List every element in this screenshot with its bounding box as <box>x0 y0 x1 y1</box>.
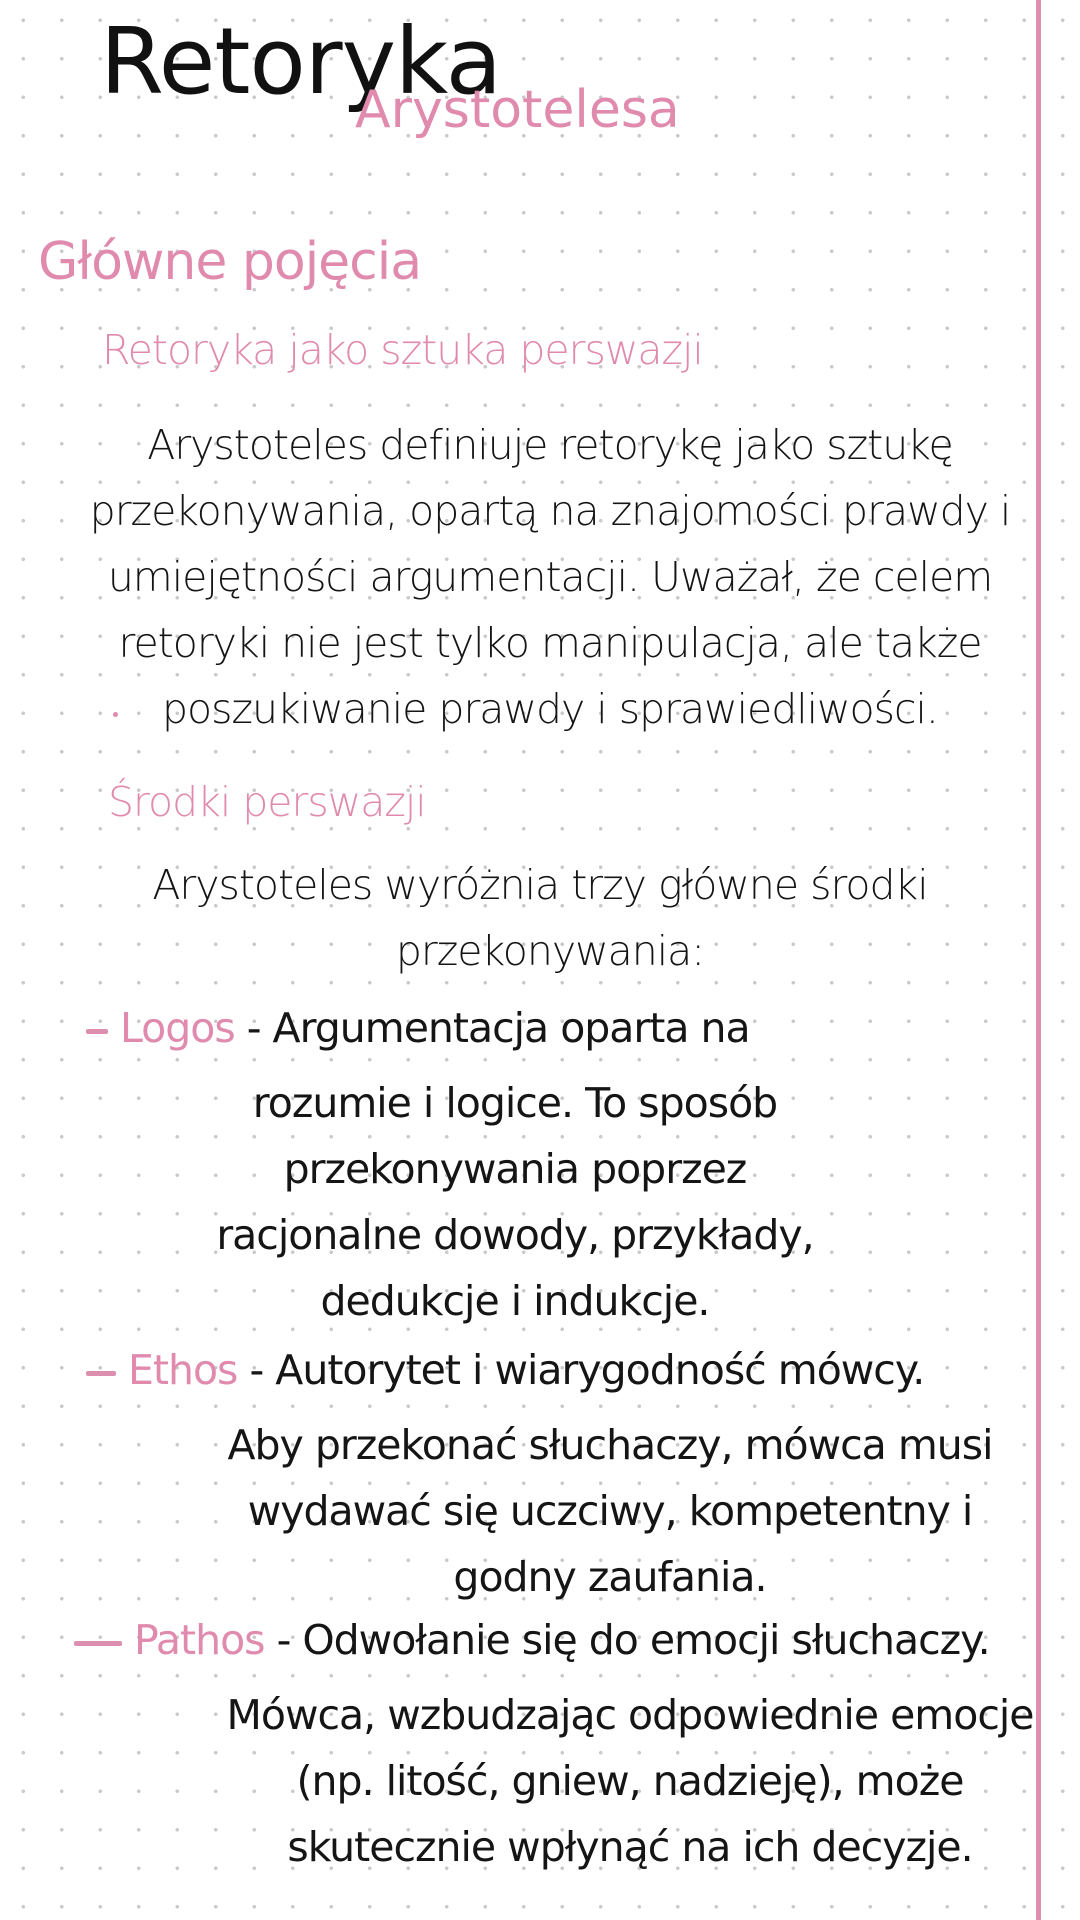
definition-line: rozumie i logice. To sposób <box>252 1079 778 1127</box>
page-title: Retoryka <box>100 8 502 115</box>
subsection-heading-rhetoric-as-art: Retoryka jako sztuka perswazji <box>102 326 703 374</box>
definition-line: skutecznie wpłynąć na ich decyzje. <box>287 1823 973 1871</box>
subsection-heading-means-of-persuasion: Środki perswazji <box>108 778 426 826</box>
margin-line <box>1036 0 1041 1920</box>
term-ethos: Ethos <box>128 1346 238 1394</box>
definition-line: wydawać się uczciwy, kompetentny i <box>247 1487 973 1535</box>
paragraph-line: przekonywania, opartą na znajomości prawdy i <box>89 487 1011 535</box>
definition-line: (np. litość, gniew, nadzieję), może <box>296 1757 964 1805</box>
definition-first-line: - Autorytet i wiarygodność mówcy. <box>249 1346 925 1394</box>
paragraph-rhetoric-definition <box>60 412 1020 742</box>
definition-line: Aby przekonać słuchaczy, mówca musi <box>227 1421 993 1469</box>
definition-line: dedukcje i indukcje. <box>320 1277 710 1325</box>
paragraph-line: retoryki nie jest tylko manipulacja, ale także <box>118 619 982 667</box>
dash-bullet-icon <box>74 1641 122 1646</box>
paragraph-line: umiejętności argumentacji. Uważał, że celem <box>107 553 993 601</box>
list-item-ethos <box>86 1346 924 1394</box>
paragraph-line: przekonywania: <box>395 927 705 975</box>
definition-line: przekonywania poprzez <box>283 1145 747 1193</box>
list-item-logos <box>86 1004 750 1052</box>
definition-line: godny zaufania. <box>453 1553 767 1601</box>
paragraph-line: Arystoteles wyróżnia trzy główne środki <box>152 861 928 909</box>
paragraph-line: poszukiwanie prawdy i sprawiedliwości. <box>162 685 938 733</box>
dash-bullet-icon <box>86 1029 108 1034</box>
term-pathos: Pathos <box>134 1616 265 1664</box>
dash-bullet-icon <box>86 1371 116 1376</box>
definition-logos <box>200 1070 830 1334</box>
paragraph-means-intro <box>60 852 1020 984</box>
paragraph-line: Arystoteles definiuje retorykę jako sztukę <box>147 421 953 469</box>
list-item-pathos <box>74 1616 990 1664</box>
section-heading-main-concepts: Główne pojęcia <box>38 232 422 292</box>
definition-first-line: - Argumentacja oparta na <box>246 1004 750 1052</box>
page-subtitle: Arystotelesa <box>355 80 680 140</box>
definition-pathos <box>220 1682 1040 1880</box>
definition-first-line: - Odwołanie się do emocji słuchaczy. <box>276 1616 990 1664</box>
stray-pink-dot <box>113 712 118 717</box>
definition-ethos <box>210 1412 1010 1610</box>
definition-line: racjonalne dowody, przykłady, <box>216 1211 814 1259</box>
term-logos: Logos <box>120 1004 235 1052</box>
definition-line: Mówca, wzbudzając odpowiednie emocje <box>226 1691 1034 1739</box>
